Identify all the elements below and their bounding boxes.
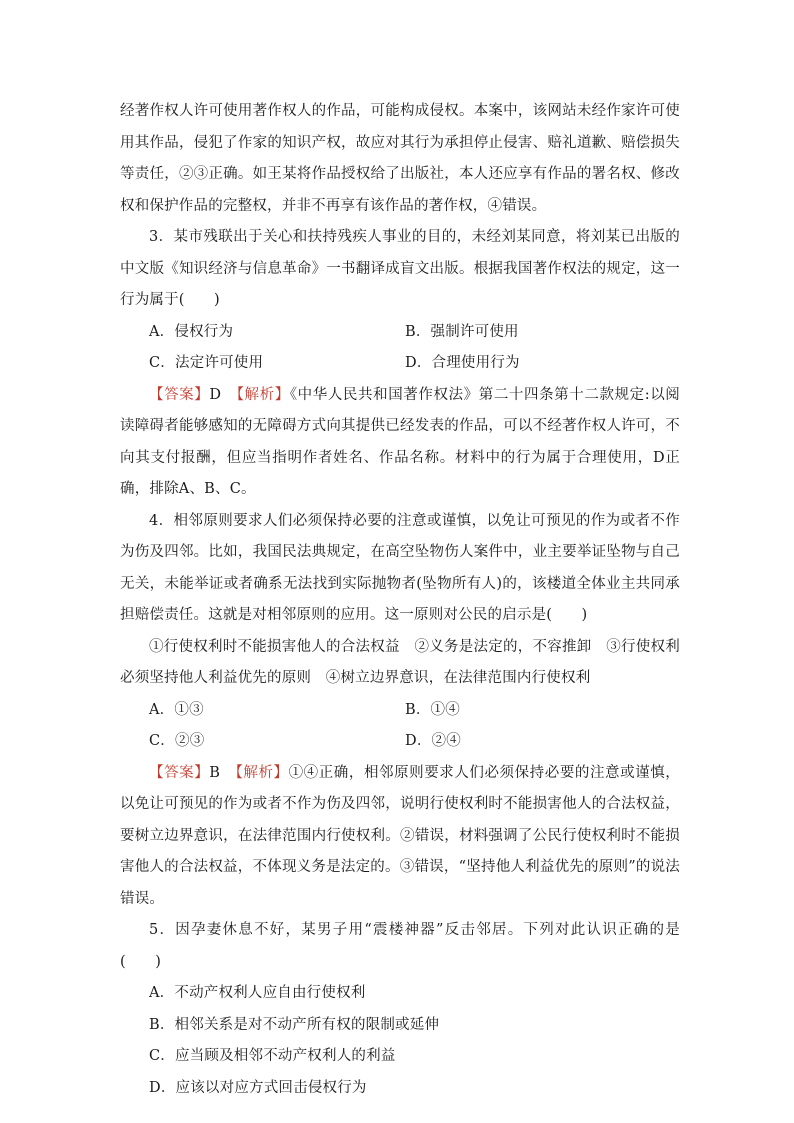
question-3-option-d: D．合理使用行为 xyxy=(405,355,520,371)
question-3-analysis: 《中华人民共和国著作权法》第二十四条第十二款规定:以阅读障碍者能够感知的无障碍方式向其提供已经发表的作品，可以不经著作权人许可，不向其支付报酬，但应当指明作者姓名、作品名称。材料中的行为属于合理使用，D正确，排除A、B、C。 xyxy=(120,386,680,497)
question-3-answer-block xyxy=(120,380,680,506)
question-4-analysis: ①④正确，相邻原则要求人们必须保持必要的注意或谨慎，以免让可预见的作为或者不作为伤及四邻，说明行使权利时不能损害他人的合法权益，要树立边界意识，在法律范围内行使权利。②错误，材料强调了公民行使权利时不能损害他人的合法权益，不体现义务是法定的。③错误，“坚持他人利益优先的原则”的说法错误。 xyxy=(120,764,680,907)
question-4-option-b: B．①④ xyxy=(405,701,460,718)
question-4-options-row-2 xyxy=(120,726,680,758)
question-4-answer-block xyxy=(120,758,680,916)
question-4-option-a: A．①③ xyxy=(149,701,204,718)
document-content xyxy=(120,96,680,1104)
prev-analysis-text: 经著作权人许可使用著作权人的作品，可能构成侵权。本案中，该网站未经作家许可使用其作品，侵犯了作家的知识产权，故应对其行为承担停止侵害、赔礼道歉、赔偿损失等责任，②③正确。如王某将作品授权给了出版社，本人还应享有作品的署名权、修改权和保护作品的完整权，并非不再享有该作品的著作权，④错误。 xyxy=(120,103,680,214)
question-4-options-row-1 xyxy=(120,695,680,727)
question-3-option-b: B．强制许可使用 xyxy=(405,323,519,340)
question-4-answer: B xyxy=(209,764,221,781)
question-5-option-c: C．应当顾及相邻不动产权利人的利益 xyxy=(149,1048,396,1064)
question-4-option-d: D．②④ xyxy=(405,733,461,749)
question-5-stem: 5．因孕妻休息不好，某男子用“震楼神器”反击邻居。下列对此认识正确的是( ) xyxy=(120,922,680,970)
question-3-answer: D xyxy=(209,386,222,403)
question-5-option-b: B．相邻关系是对不动产所有权的限制或延伸 xyxy=(149,1016,440,1033)
question-3-options-row-2 xyxy=(120,348,680,380)
question-3-options-row-1 xyxy=(120,317,680,349)
question-3-option-a: A．侵权行为 xyxy=(149,323,234,340)
question-4-answer-tag: 【答案】 xyxy=(149,764,210,781)
question-4-statements: ①行使权利时不能损害他人的合法权益 ②义务是法定的，不容推卸 ③行使权利必须坚持他人利益优先的原则 ④树立边界意识，在法律范围内行使权利 xyxy=(120,638,680,686)
question-5-option-a: A．不动产权利人应自由行使权利 xyxy=(149,985,366,1001)
question-3-stem: 3．某市残联出于关心和扶持残疾人事业的目的，未经刘某同意，将刘某已出版的中文版《知识经济与信息革命》一书翻译成盲文出版。根据我国著作权法的规定，这一行为属于( ) xyxy=(120,229,680,308)
question-4-analysis-tag: 【解析】 xyxy=(235,764,289,781)
question-3-answer-tag: 【答案】 xyxy=(149,386,210,403)
question-3-option-c: C．法定许可使用 xyxy=(149,355,264,371)
question-5-option-d: D．应该以对应方式回击侵权行为 xyxy=(149,1079,367,1096)
question-4-stem: 4．相邻原则要求人们必须保持必要的注意或谨慎，以免让可预见的作为或者不作为伤及四邻。比如，我国民法典规定，在高空坠物伤人案件中，业主要举证坠物与自己无关，未能举证或者确系无法找到实际抛物者(坠物所有人)的，该楼道全体业主共同承担赔偿责任。这就是对相邻原则的应用。这一原则对公民的启示是( ) xyxy=(120,512,680,623)
question-3-analysis-tag: 【解析】 xyxy=(236,386,290,403)
question-4-option-c: C．②③ xyxy=(149,733,205,749)
